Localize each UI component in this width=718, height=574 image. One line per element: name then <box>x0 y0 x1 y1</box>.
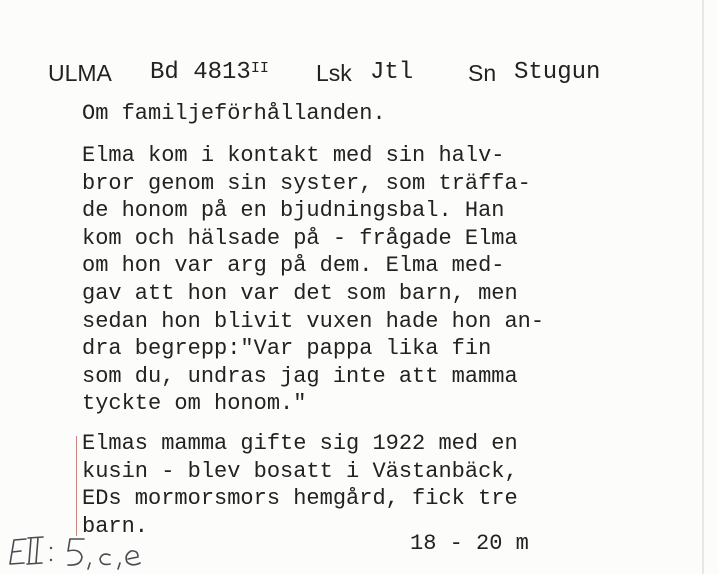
paragraph-1 <box>82 142 544 418</box>
text-line: gav att hon var det som barn, men <box>82 280 518 306</box>
topic-heading: Om familjeförhållanden. <box>82 101 386 126</box>
archive-name: ULMA <box>48 60 112 86</box>
text-line: om hon var arg på dem. Elma med- <box>82 253 505 279</box>
card-edge <box>702 0 704 574</box>
text-line: sedan hon blivit vuxen hade hon an- <box>82 308 545 334</box>
text-line: bror genom sin syster, som träffa- <box>82 170 531 196</box>
text-line: kom och hälsade på - frågade Elma <box>82 225 518 251</box>
handwritten-note <box>6 530 186 574</box>
text-line: tyckte om honom." <box>82 391 307 417</box>
text-line: barn. <box>82 513 149 539</box>
text-line: Elma kom i kontakt med sin halv- <box>82 143 505 168</box>
text-line: kusin - blev bosatt i Västanbäck, <box>82 458 518 484</box>
text-line: de honom på en bjudningsbal. Han <box>82 198 505 224</box>
parish-label: Sn <box>468 60 497 86</box>
record-id: Bd 4813 <box>150 59 251 86</box>
margin-mark <box>76 436 77 536</box>
text-line: EDs mormorsmors hemgård, fick tre <box>82 486 518 512</box>
landscape-value: Jtl <box>370 59 414 86</box>
record-number <box>150 58 269 90</box>
record-suffix: II <box>250 60 269 77</box>
landscape-label: Lsk <box>316 60 352 86</box>
page-range: 18 - 20 m <box>410 531 529 556</box>
text-line: dra begrepp:"Var pappa lika fin <box>82 336 492 362</box>
parish-value: Stugun <box>514 59 601 86</box>
text-line: som du, undras jag inte att mamma <box>82 363 518 389</box>
paragraph-2 <box>82 430 518 540</box>
text-line: Elmas mamma gifte sig 1922 med en <box>82 431 518 456</box>
